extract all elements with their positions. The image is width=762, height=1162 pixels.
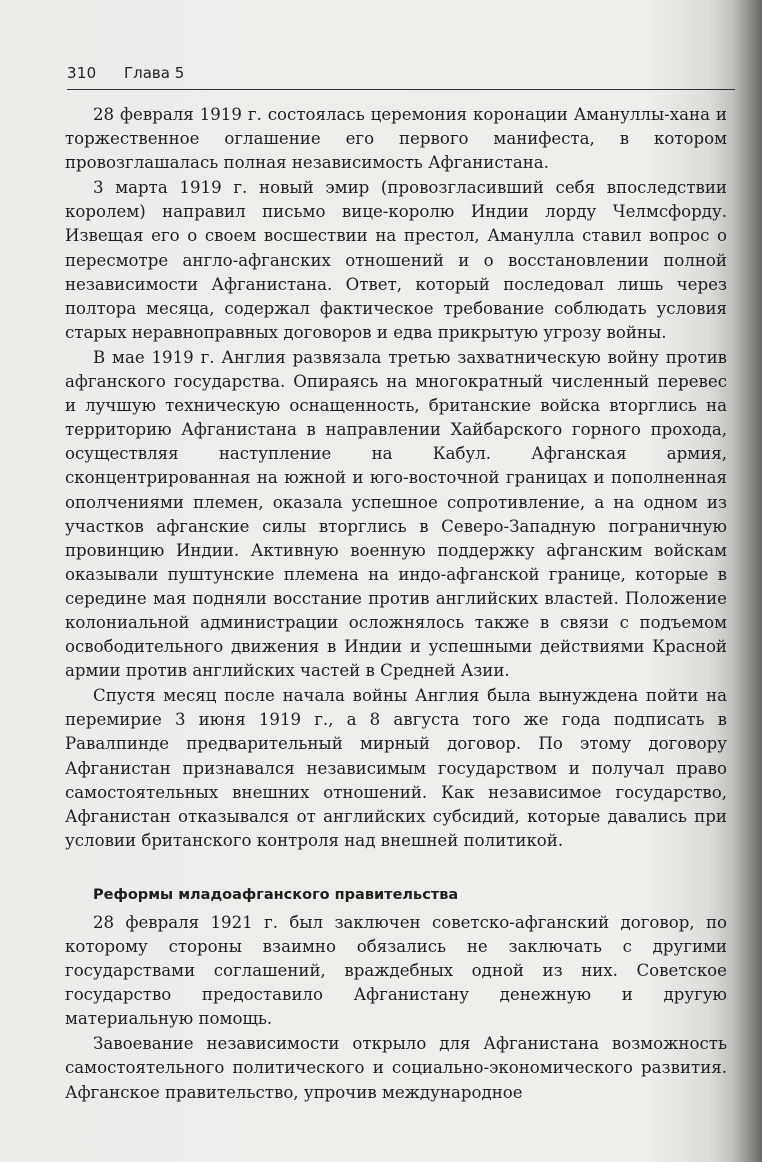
paragraph: В мае 1919 г. Англия развязала третью захватническую войну против афганского государства. Опираясь на многократный численный перевес и лучшую техническую оснащенность, британские войска вторглись на территорию Афганистана в направлении Хайбарского горного прохода, осуществляя наступление на Кабул. Афганская армия, сконцентрированная на южной и юго-восточной границах и пополненная ополчениями племен, оказала успешное сопротивление, а на одном из участков афганские силы вторглись в Северо-Западную пограничную провинцию Индии. Активную военную поддержку афганским войскам оказывали пуштунские племена на индо-афганской границе, которые в середине мая подняли восстание против английских властей. Положение колониальной администрации осложнялось также в связи с подъемом освободительного движения в Индии и успешными действиями Красной армии против английских частей в Средней Азии.: [65, 347, 727, 681]
paragraph: 28 февраля 1921 г. был заключен советско-афганский договор, по которому стороны взаимно обязались не заключать с другими государствами соглашений, враждебных одной из них. Советское государство предоставило Афганистану денежную и другую материальную помощь.: [65, 912, 727, 1029]
paragraph: Спустя месяц после начала войны Англия была вынуждена пойти на перемирие 3 июня 1919 г., а 8 августа того же года подписать в Равалпинде предварительный мирный договор. По этому договору Афганистан признавался независимым государством и получал право самостоятельных внешних отношений. Как независимое государство, Афганистан отказывался от английских субсидий, которые давались при условии британского контроля над внешней политикой.: [65, 686, 727, 850]
section-heading: Реформы младоафганского правительства: [93, 886, 459, 903]
running-header: [67, 64, 735, 86]
body-text: [65, 103, 727, 1106]
chapter-title: Глава 5: [124, 64, 185, 82]
paragraph: Завоевание независимости открыло для Афганистана возможность самостоятельного политического и социально-экономического развития. Афганское правительство, упрочив международное: [65, 1034, 727, 1102]
page-number: 310: [67, 64, 97, 82]
paragraph: 28 февраля 1919 г. состоялась церемония коронации Амануллы-хана и торжественное оглашение его первого манифеста, в котором провозглашалась полная независимость Афганистана.: [65, 105, 727, 173]
paragraph: 3 марта 1919 г. новый эмир (провозгласивший себя впоследствии королем) направил письмо вице-королю Индии лорду Челмсфорду. Извещая его о своем восшествии на престол, Аманулла ставил вопрос о пересмотре англо-афганских отношений и о восстановлении полной независимости Афганистана. Ответ, который последовал лишь через полтора месяца, содержал фактическое требование соблюдать условия старых неравноправных договоров и едва прикрытую угрозу войны.: [65, 178, 727, 342]
header-rule: [67, 89, 735, 90]
binding-shadow: [732, 0, 762, 1162]
